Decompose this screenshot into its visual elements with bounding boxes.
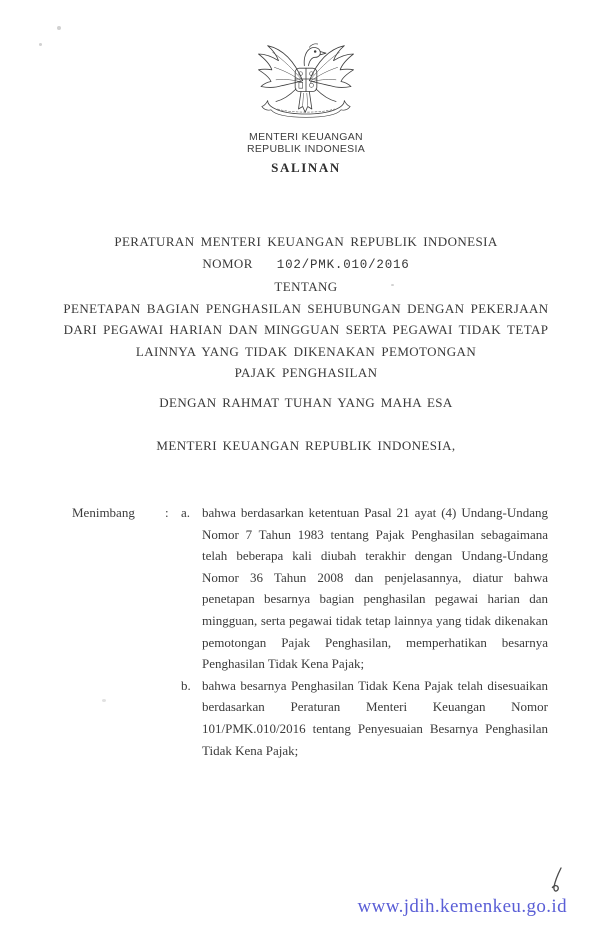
jdih-website-text: www.jdih.kemenkeu.go.id <box>357 896 567 917</box>
regulation-number-line <box>0 253 612 277</box>
handwritten-initial-icon <box>547 866 565 896</box>
regulation-title-line: PERATURAN MENTERI KEUANGAN REPUBLIK INDONESIA <box>114 234 498 249</box>
considerations-section <box>72 502 548 761</box>
item-marker: b. <box>181 677 191 693</box>
authority-line: MENTERI KEUANGAN REPUBLIK INDONESIA, <box>156 438 456 453</box>
considerations-label: Menimbang <box>72 505 135 520</box>
considerations-separator: : <box>165 505 169 520</box>
subject-line: PENETAPAN BAGIAN PENGHASILAN SEHUBUNGAN DENGAN PEKERJAAN <box>63 300 549 316</box>
consideration-item <box>181 675 548 761</box>
subject-line: LAINNYA YANG TIDAK DIKENAKAN PEMOTONGAN <box>135 343 477 359</box>
copy-label: SALINAN <box>271 160 341 175</box>
letterhead <box>0 40 612 176</box>
ministry-name <box>0 131 612 155</box>
item-marker: a. <box>181 505 191 520</box>
nomor-label: NOMOR <box>202 255 253 271</box>
invocation-line: DENGAN RAHMAT TUHAN YANG MAHA ESA <box>159 395 453 410</box>
garuda-pancasila-emblem-icon <box>256 40 356 128</box>
nomor-value: 102/PMK.010/2016 <box>276 257 410 272</box>
subject-line: PAJAK PENGHASILAN <box>234 365 378 380</box>
regulation-title <box>0 231 612 384</box>
considerations-list <box>181 502 548 761</box>
subject-line: DARI PEGAWAI HARIAN DAN MINGGUAN SERTA PEGAWAI TIDAK TETAP <box>63 322 549 337</box>
item-text: bahwa berdasarkan ketentuan Pasal 21 ayat (4) Undang-Undang Nomor 7 Tahun 1983 tentang Pajak Penghasilan sebagaimana telah beberapa kali diubah terakhir dengan Undang-Undang Nomor 36 Tahun 2008 dan penjelasannya, diatur bahwa penetapan besarnya bagian penghasilan pegawai harian dan mingguan, serta pegawai tidak tetap lainnya yang tidak dikenakan pemotongan Pajak Penghasilan, memperhatikan besarnya Penghasilan Tidak Kena Pajak; <box>202 505 548 672</box>
ministry-name-line1: MENTERI KEUANGAN <box>249 131 363 143</box>
ministry-name-line2: REPUBLIK INDONESIA <box>246 143 365 155</box>
consideration-item <box>181 502 548 675</box>
tentang-label: TENTANG <box>274 279 338 294</box>
item-text: bahwa besarnya Penghasilan Tidak Kena Pajak telah disesuaikan berdasarkan Peraturan Menteri Keuangan Nomor 101/PMK.010/2016 tentang Penyesuaian Besarnya Penghasilan Tidak Kena Pajak; <box>202 677 548 758</box>
scan-speckle <box>57 26 61 30</box>
